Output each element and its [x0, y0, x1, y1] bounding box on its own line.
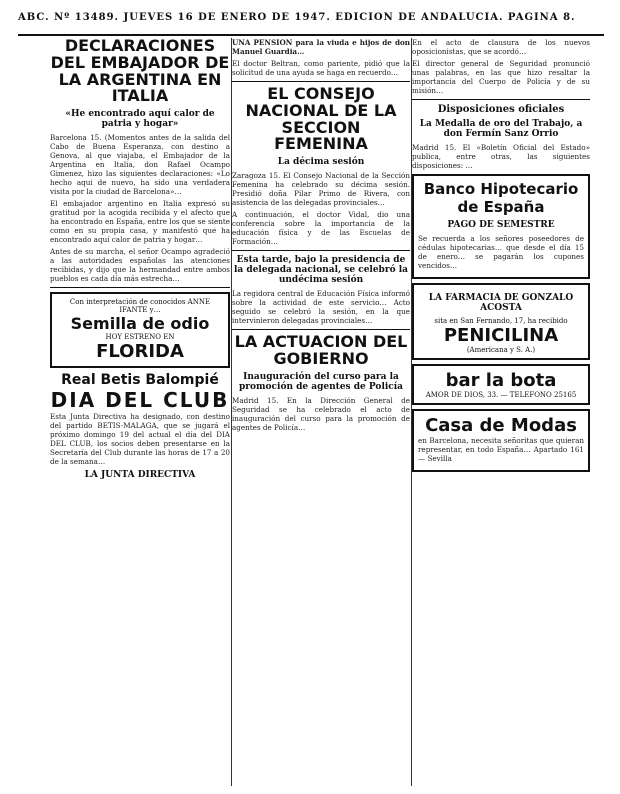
bank-body: Se recuerda a los señores poseedores de cédulas hipotecarias… que desde el día 15 de enero… se pagarán los cupones vencidos…	[418, 234, 584, 270]
film-ad	[50, 292, 230, 368]
pharmacy-brand: (Americana y S. A.)	[466, 346, 536, 354]
headline-consejo: EL CONSEJO NACIONAL DE LA SECCION FEMENINA	[245, 84, 397, 154]
pharmacy-product: PENICILINA	[443, 325, 559, 346]
pharmacy-title: LA FARMACIA DE GONZALO ACOSTA	[428, 293, 574, 313]
article-body: El embajador argentino en Italia expresó su gratitud por la acogida recibida y el afecto que ha encontrado en España, entre los que se siente como en su propia casa, y manifestó que ha encontrado aquí calor de patria y hogar…	[50, 199, 230, 245]
club-body: Esta Junta Directiva ha designado, con destino del partido BETIS-MALAGA, que se jugará el próximo domingo 19 del actual el día del DIA DEL CLUB, los socios deben presentarse en la Secretaría del Club durante las horas de 17 a 20 de la semana…	[50, 412, 230, 467]
subhead: «He encontrado aquí calor de patria y hogar»	[65, 109, 215, 130]
subhead: Esta tarde, bajo la presidencia de la delegada nacional, se celebró la undécima sesión	[234, 255, 408, 286]
bank-sub: PAGO DE SEMESTRE	[447, 220, 555, 230]
pharmacy-body: sita en San Fernando, 17, ha recibido	[434, 317, 568, 325]
article-body: El doctor Beltran, como pariente, pidió que la solicitud de una ayuda se haga en recuerdo…	[232, 59, 410, 77]
shop-ad	[412, 409, 590, 472]
column-right	[412, 38, 590, 786]
article-body: A continuación, el doctor Vidal, dio una conferencia sobre la importancia de la educación física y de las Escuelas de Formación…	[232, 210, 410, 247]
article-body: En el acto de clausura de los nuevos oposicionistas, que se acordó…	[412, 38, 590, 56]
article-body: El director general de Seguridad pronunció unas palabras, en las que hizo resaltar la importancia del Cuerpo de Policía y de su misión…	[412, 59, 590, 95]
article-body: Antes de su marcha, el señor Ocampo agradeció a las autoridades españolas las atenciones recibidas, y dijo que la hermandad entre ambos pueblos es cada día más estrecha…	[50, 247, 230, 284]
divider	[232, 329, 410, 330]
divider	[412, 99, 590, 100]
article-body: Zaragoza 15. El Consejo Nacional de la Sección Femenina ha celebrado su décima sesión. Presidió doña Pilar Primo de Rivera, con asistencia de las delegadas provinciales…	[232, 171, 410, 208]
shop-title: Casa de Modas	[425, 415, 577, 436]
bank-title: Banco Hipotecario de España	[423, 180, 579, 216]
divider	[232, 81, 410, 82]
bar-body: AMOR DE DIOS, 33. — TELEFONO 25165	[425, 391, 577, 399]
headline-gobierno: LA ACTUACION DEL GOBIERNO	[234, 332, 408, 368]
club-name: Real Betis Balompié	[61, 372, 219, 389]
page-header: ABC. Nº 13489. JUEVES 16 DE ENERO DE 1947. EDICION DE ANDALUCIA. PAGINA 8.	[18, 12, 604, 36]
headline-embajador: DECLARACIONES DEL EMBAJADOR DE LA ARGENTINA EN ITALIA	[50, 38, 230, 106]
subhead: La décima sesión	[277, 157, 365, 168]
bar-title: bar la bota	[445, 370, 557, 391]
ad-line: Con interpretación de conocidos ANNE IFANTE y…	[69, 298, 211, 315]
subhead: La Medalla de oro del Trabajo, a don Fermín Sanz Orrio	[419, 119, 583, 139]
section-title: Disposiciones oficiales	[437, 104, 565, 115]
bank-ad	[412, 174, 590, 279]
bar-ad	[412, 364, 590, 405]
note-top: UNA PENSION para la viuda e hijos de don Manuel Guardia…	[232, 38, 410, 56]
subhead: Inauguración del curso para la promoción de agentes de Policía	[238, 371, 404, 392]
pharmacy-ad	[412, 283, 590, 360]
column-middle	[232, 38, 410, 786]
cinema-name: FLORIDA	[96, 341, 184, 363]
article-body: Madrid 15. El «Boletín Oficial del Estado» publica, entre otras, las siguientes disposiciones: …	[412, 143, 590, 170]
film-title: Semilla de odio	[70, 314, 210, 334]
column-left	[50, 38, 230, 786]
shop-body: en Barcelona, necesita señoritas que quieran representar, en todo España… Apartado 161 — Sevilla	[418, 436, 584, 463]
divider	[232, 250, 410, 251]
ad-line: HOY ESTRENO EN	[105, 333, 175, 342]
divider	[50, 287, 230, 288]
article-body: La regidora central de Educación Física informó sobre la actividad de este servicio… Acto seguido se celebró la sesión, en la que intervinieron delegadas provinciales…	[232, 289, 410, 326]
article-body: Madrid 15. En la Dirección General de Seguridad se ha celebrado el acto de inauguración del curso para la promoción de agentes de Policía…	[232, 395, 410, 432]
club-day-title: DIA DEL CLUB	[50, 388, 230, 413]
article-body: Barcelona 15. (Momentos antes de la salida del Cabo de Buena Esperanza, con destino a Genova, al que viajaba, el Embajador de la Argentina en Italia, don Rafael Ocampo Gimenez, hizo las siguientes declaraciones: «Lo hecho aqui de nuevo, ha sido una verdadera visita por la ciudad de Barcelona»…	[50, 133, 230, 197]
club-sign: LA JUNTA DIRECTIVA	[84, 470, 196, 481]
